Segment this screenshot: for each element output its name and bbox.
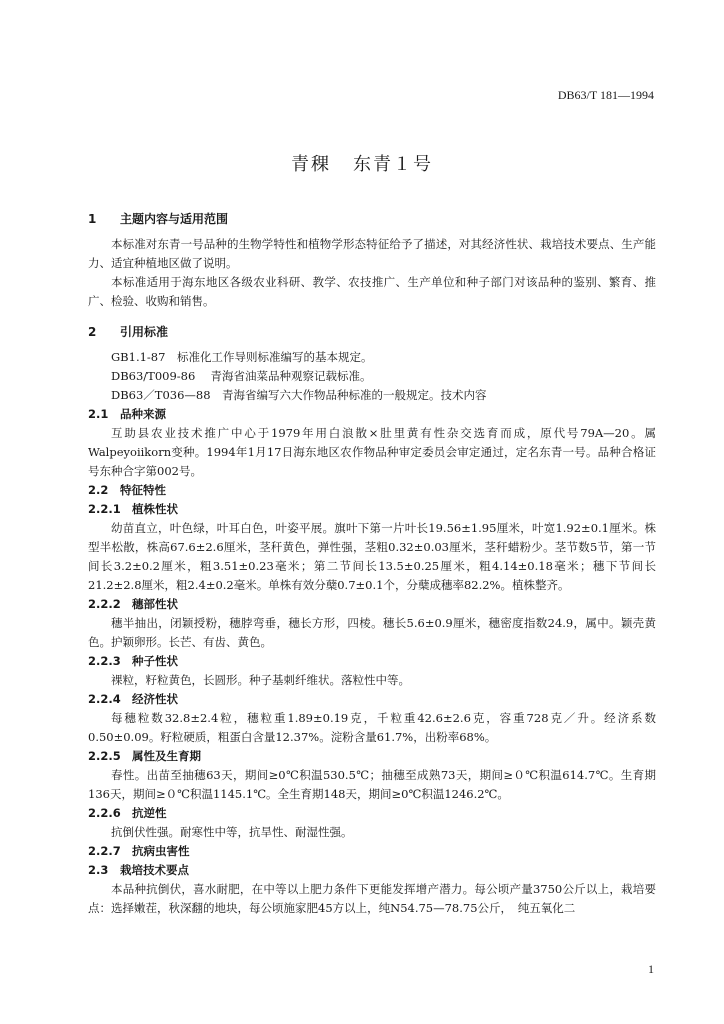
subsection-heading	[88, 861, 656, 880]
subsection-heading	[88, 481, 656, 500]
section-title: 穗部性状	[132, 597, 178, 611]
standard-code: DB63/T 181—1994	[557, 88, 654, 102]
paragraph: 本标准适用于海东地区各级农业科研、教学、农技推广、生产单位和种子部门对该品种的鉴别、繁育、推广、检验、收购和销售。	[88, 275, 656, 308]
section-number: 2.3	[88, 863, 109, 877]
section-number: 2.2.1	[88, 502, 121, 516]
page-number: 1	[648, 962, 654, 976]
section-number: 2.1	[88, 407, 109, 421]
section-title: 主题内容与适用范围	[120, 212, 229, 226]
title-variety: 东青１号	[353, 154, 433, 175]
section-number: 2.2	[88, 483, 109, 497]
paragraph: 幼苗直立，叶色绿，叶耳白色，叶姿平展。旗叶下第一片叶长19.56±1.95厘米，叶宽1.92±0.1厘米。株型半松散，株高67.6±2.6厘米，茎秆黄色，弹性强，茎粗0.32±0.03厘米，茎秆蜡粉少。茎节数5节，第一节间长3.2±0.2厘米，粗3.51±0.23毫米；第二节间长13.5±0.25厘米，粗4.14±0.18毫米；穗下节间长21.2±2.8厘米，粗2.4±0.2毫米。单株有效分蘖0.7±0.1个，分蘖成穗率82.2%。植株整齐。	[88, 521, 656, 592]
paragraph: 本标准对东青一号品种的生物学特性和植物学形态特征给予了描述，对其经济性状、栽培技术要点、生产能力、适宜种植地区做了说明。	[88, 237, 656, 270]
section-title: 种子性状	[132, 654, 178, 668]
paragraph: 春性。出苗至抽穗63天，期间≥0℃积温530.5℃；抽穗至成熟73天，期间≥０℃积温614.7℃。生育期136天，期间≥０℃积温1145.1℃。全生育期148天，期间≥0℃积温1246.2℃。	[88, 768, 656, 801]
reference-item: DB63/T009-86 青海省油菜品种观察记载标准。	[111, 369, 372, 383]
section-title: 抗逆性	[132, 806, 167, 820]
paragraph: 抗倒伏性强。耐寒性中等，抗旱性、耐湿性强。	[111, 825, 353, 839]
paragraph: 本品种抗倒伏，喜水耐肥，在中等以上肥力条件下更能发挥增产潜力。每公顷产量3750公斤以上，栽培要点：选择嫩茬，秋深翻的地块，每公顷施家肥45方以上，纯N54.75—78.75公斤， 纯五氧化二	[88, 882, 656, 915]
section-title: 植株性状	[132, 502, 178, 516]
section-title: 属性及生育期	[132, 749, 201, 763]
subsection-heading	[88, 595, 656, 614]
section-title: 品种来源	[120, 407, 166, 421]
reference-item: DB63／T036—88 青海省编写六大作物品种标准的一般规定。技术内容	[111, 388, 487, 402]
section-number: 2.2.2	[88, 597, 121, 611]
section-number: 2.2.4	[88, 692, 121, 706]
section-heading	[88, 323, 656, 342]
section-title: 栽培技术要点	[120, 863, 189, 877]
section-title: 引用标准	[120, 325, 169, 339]
paragraph: 裸粒，籽粒黄色，长圆形。种子基刺纤维状。落粒性中等。	[111, 673, 410, 687]
section-title: 抗病虫害性	[132, 844, 190, 858]
reference-item: GB1.1-87 标准化工作导则标准编写的基本规定。	[111, 350, 373, 364]
document-title	[0, 150, 724, 176]
subsection-heading	[88, 842, 656, 861]
subsection-heading	[88, 500, 656, 519]
section-title: 经济性状	[132, 692, 178, 706]
document-body	[88, 210, 656, 918]
subsection-heading	[88, 690, 656, 709]
paragraph: 互助县农业技术推广中心于1979年用白浪散×肚里黄有性杂交选育而成，原代号79A—20。属Walpeyoiikorn变种。1994年1月17日海东地区农作物品种审定委员会审定通过，定名东青一号。品种合格证号东种合字第002号。	[88, 426, 656, 478]
section-number: 2.2.3	[88, 654, 121, 668]
section-number: 2.2.5	[88, 749, 121, 763]
section-number: 1	[88, 212, 97, 226]
subsection-heading	[88, 652, 656, 671]
paragraph: 每穗粒数32.8±2.4粒，穗粒重1.89±0.19克，千粒重42.6±2.6克，容重728克／升。经济系数0.50±0.09。籽粒硬质，粗蛋白含量12.37%。淀粉含量61.7%，出粉率68%。	[88, 711, 656, 744]
paragraph: 穗半抽出，闭颖授粉，穗脖弯垂，穗长方形，四棱。穗长5.6±0.9厘米，穗密度指数24.9，属中。颖壳黄色。护颖卵形。长芒、有齿、黄色。	[88, 616, 656, 649]
subsection-heading	[88, 804, 656, 823]
section-title: 特征特性	[120, 483, 166, 497]
section-number: 2	[88, 325, 97, 339]
section-heading	[88, 210, 656, 229]
title-crop: 青稞	[291, 154, 331, 175]
subsection-heading	[88, 747, 656, 766]
section-number: 2.2.6	[88, 806, 121, 820]
section-number: 2.2.7	[88, 844, 121, 858]
subsection-heading	[88, 405, 656, 424]
